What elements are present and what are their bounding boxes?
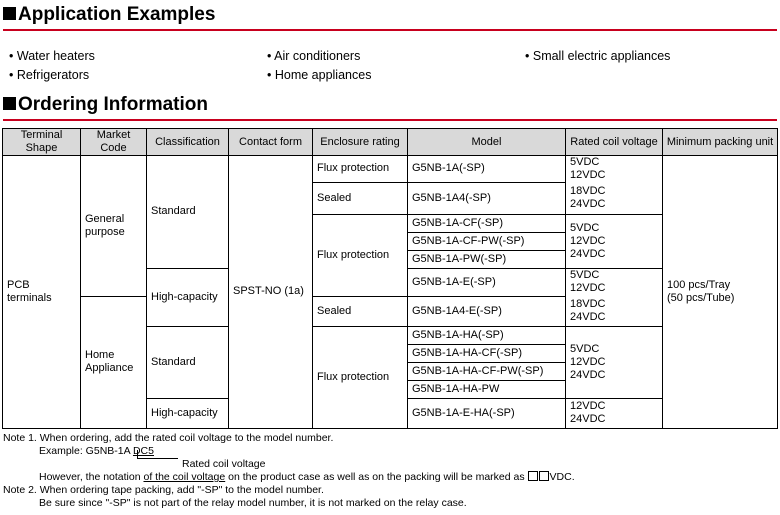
model-cell: G5NB-1A-E-HA(-SP) (408, 398, 566, 428)
callout-bracket (137, 450, 178, 459)
section-divider (3, 119, 777, 121)
placeholder-box-icon (528, 471, 538, 481)
model-cell: G5NB-1A(-SP) (408, 156, 566, 183)
classification-cell: Standard (147, 156, 229, 269)
column-header: Minimum packing unit (663, 129, 778, 156)
model-cell: G5NB-1A4-E(-SP) (408, 296, 566, 326)
voltage-cell: 18VDC 24VDC (566, 296, 663, 326)
model-cell: G5NB-1A4(-SP) (408, 182, 566, 214)
application-examples-heading: Application Examples (3, 4, 215, 26)
column-header: Market Code (81, 129, 147, 156)
voltage-cell: 12VDC 24VDC (566, 398, 663, 428)
column-header: Rated coil voltage (566, 129, 663, 156)
list-item: • Small electric appliances (525, 47, 670, 66)
column-header: Terminal Shape (3, 129, 81, 156)
classification-cell: High-capacity (147, 398, 229, 428)
ordering-information-heading: Ordering Information (3, 94, 208, 116)
model-cell: G5NB-1A-HA-CF-PW(-SP) (408, 362, 566, 380)
packing-unit-cell: 100 pcs/Tray (50 pcs/Tube) (663, 156, 778, 429)
model-cell: G5NB-1A-E(-SP) (408, 268, 566, 296)
model-cell: G5NB-1A-HA-CF(-SP) (408, 344, 566, 362)
market-code-cell: Home Appliance (81, 296, 147, 428)
note-2-detail: Be sure since "-SP" is not part of the relay model number, it is not marked on the relay case. (39, 497, 467, 509)
rated-coil-voltage-label: Rated coil voltage (182, 458, 266, 470)
voltage-cell: 5VDC 12VDC 24VDC (566, 326, 663, 398)
model-cell: G5NB-1A-HA(-SP) (408, 326, 566, 344)
column-header: Enclosure rating (313, 129, 408, 156)
enclosure-cell: Sealed (313, 296, 408, 326)
table-header-row (3, 129, 778, 156)
voltage-cell: 5VDC 12VDC (566, 156, 663, 183)
applications-column-2 (267, 47, 371, 85)
note-1-however: However, the notation of the coil voltage on the product case as well as on the packing will be marked as VDC. (39, 471, 575, 483)
enclosure-cell: Flux protection (313, 214, 408, 296)
placeholder-box-icon (539, 471, 549, 481)
note-2: Note 2. When ordering tape packing, add "-SP" to the model number. (3, 484, 324, 496)
enclosure-cell: Flux protection (313, 156, 408, 183)
market-code-cell: General purpose (81, 156, 147, 297)
list-item: • Air conditioners (267, 47, 371, 66)
enclosure-cell: Sealed (313, 182, 408, 214)
column-header: Model (408, 129, 566, 156)
classification-cell: High-capacity (147, 268, 229, 326)
square-bullet-icon (3, 97, 16, 110)
voltage-cell: 5VDC 12VDC 24VDC (566, 214, 663, 268)
list-item: • Refrigerators (9, 66, 95, 85)
section-divider (3, 29, 777, 31)
enclosure-cell: Flux protection (313, 326, 408, 428)
classification-cell: Standard (147, 326, 229, 398)
terminal-shape-cell: PCB terminals (3, 156, 81, 429)
list-item: • Water heaters (9, 47, 95, 66)
applications-column-1 (9, 47, 95, 85)
voltage-cell: 5VDC 12VDC (566, 268, 663, 296)
table-row (3, 296, 778, 326)
note-1-example: Example: G5NB-1A DC5 (39, 445, 154, 457)
column-header: Contact form (229, 129, 313, 156)
ordering-table (2, 128, 778, 429)
model-cell: G5NB-1A-HA-PW (408, 380, 566, 398)
voltage-cell: 18VDC 24VDC (566, 182, 663, 214)
applications-column-3 (525, 47, 670, 66)
table-row (3, 156, 778, 183)
model-cell: G5NB-1A-CF(-SP) (408, 214, 566, 232)
example-voltage-code: DC5 (132, 445, 154, 457)
square-bullet-icon (3, 7, 16, 20)
model-cell: G5NB-1A-CF-PW(-SP) (408, 232, 566, 250)
model-cell: G5NB-1A-PW(-SP) (408, 250, 566, 268)
column-header: Classification (147, 129, 229, 156)
note-1: Note 1. When ordering, add the rated coil voltage to the model number. (3, 432, 334, 444)
list-item: • Home appliances (267, 66, 371, 85)
contact-form-cell: SPST-NO (1a) (229, 156, 313, 429)
